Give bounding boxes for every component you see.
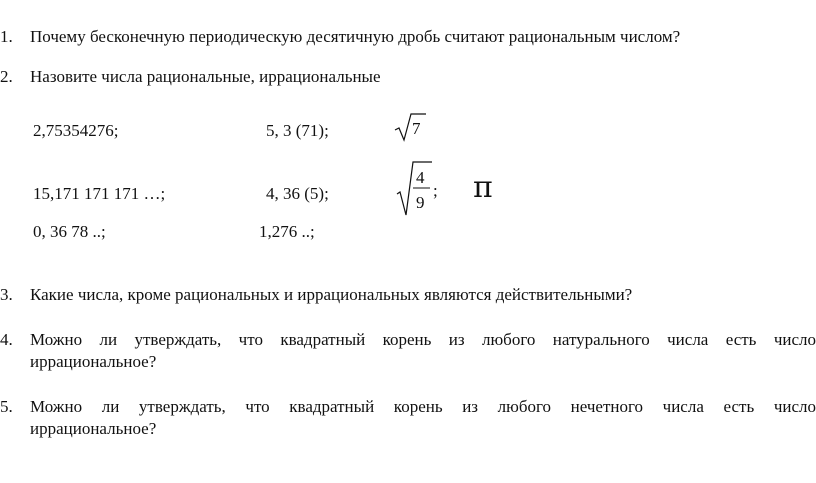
question-number: 2.	[0, 67, 13, 86]
question-text: Какие числа, кроме рациональных и иррациональных являются действительными?	[30, 285, 633, 304]
question-number: 3.	[0, 285, 13, 304]
radicand: 7	[412, 119, 421, 138]
question-number: 4.	[0, 330, 13, 349]
question-text-line-2: иррациональное?	[30, 352, 157, 371]
pi-symbol: π	[473, 170, 493, 205]
fraction-denominator: 9	[416, 193, 425, 212]
question-text-line-1: Можно ли утверждать, что квадратный корень из любого нечетного числа есть число	[30, 397, 816, 416]
question-text-line-1: Можно ли утверждать, что квадратный корень из любого натурального числа есть число	[30, 330, 816, 349]
question-text: Назовите числа рациональные, иррациональные	[30, 67, 381, 86]
fraction-numerator: 4	[416, 168, 425, 187]
number-item: 15,171 171 171 …;	[33, 184, 166, 203]
question-text-line-2: иррациональное?	[30, 419, 157, 438]
separator: ;	[433, 181, 438, 200]
question-number: 1.	[0, 27, 13, 46]
sqrt-fraction-expression	[396, 160, 444, 218]
number-item: 4, 36 (5);	[266, 184, 329, 203]
number-item: 1,276 ..;	[259, 222, 315, 241]
number-item: 2,75354276;	[33, 121, 119, 140]
question-number: 5.	[0, 397, 13, 416]
sqrt-7-expression	[393, 112, 427, 144]
question-text: Почему бесконечную периодическую десятичную дробь считают рациональным числом?	[30, 27, 681, 46]
number-item: 0, 36 78 ..;	[33, 222, 106, 241]
number-item: 5, 3 (71);	[266, 121, 329, 140]
